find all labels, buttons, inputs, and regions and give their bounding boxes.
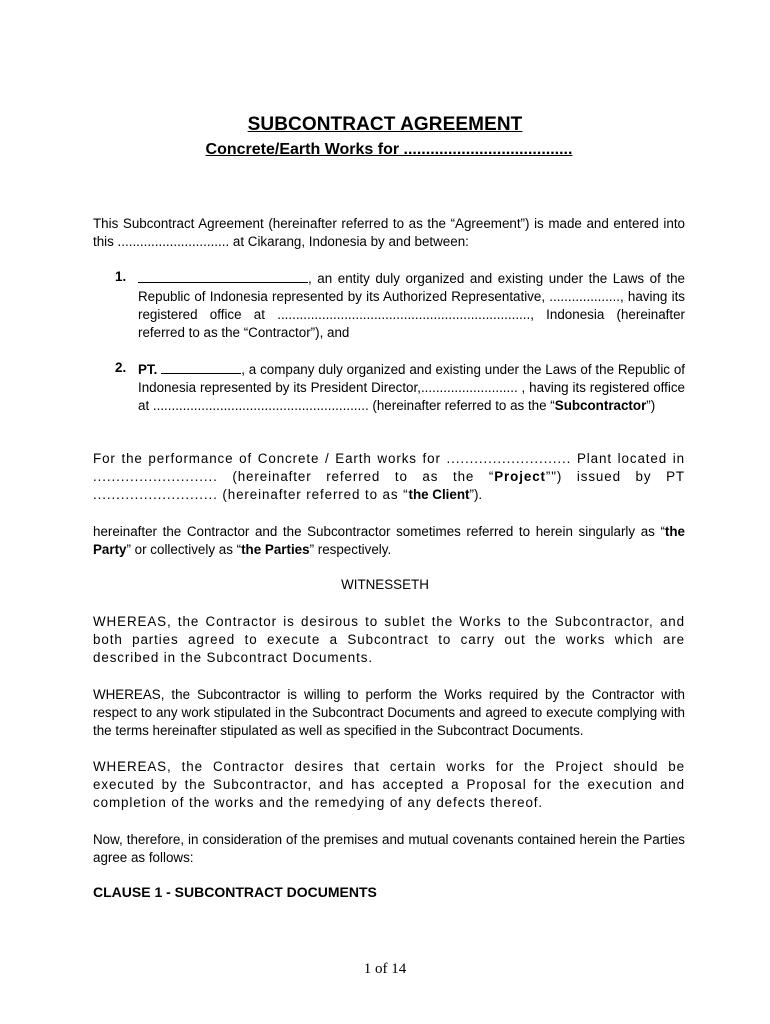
party-2-quote-open: “ bbox=[550, 398, 555, 413]
intro-paragraph: This Subcontract Agreement (hereinafter referred to as the “Agreement”) is made and entered into this .............................. at Cikarang, Indonesia by and between: bbox=[93, 216, 685, 249]
parties-term: the Parties bbox=[241, 542, 310, 557]
party-1-item bbox=[93, 269, 685, 342]
parties-text-3: ” respectively. bbox=[309, 542, 392, 557]
project-term: Project bbox=[494, 469, 546, 484]
party-2-role: Subcontractor bbox=[554, 398, 647, 413]
party-2-quote-close: ”) bbox=[646, 398, 656, 413]
page-number: 1 of 14 bbox=[363, 961, 407, 977]
party-1-number: 1. bbox=[115, 269, 127, 284]
party-1-description: , an entity duly organized and existing under the Laws of the Republic of Indonesia represented by its Authorized Representative, ..................., having its registered office at ...................................................................., Indonesia (hereinafter referred to as the “Contractor”), and bbox=[138, 271, 685, 340]
performance-line-3: ”). bbox=[469, 487, 483, 502]
party-2-number: 2. bbox=[115, 360, 127, 375]
party-1-text bbox=[138, 269, 685, 342]
whereas-paragraph-1: WHEREAS, the Contractor is desirous to sublet the Works to the Subcontractor, and both parties agreed to execute a Subcontract to carry out the works which are described in the Subcontract Documents. bbox=[93, 614, 685, 665]
party-2-item bbox=[93, 360, 685, 415]
whereas-paragraph-3: WHEREAS, the Contractor desires that certain works for the Project should be executed by the Subcontractor, and has accepted a Proposal for the execution and completion of the works and the remedying of any defects thereof. bbox=[93, 759, 685, 810]
party-1-name-blank bbox=[138, 269, 308, 283]
witnesseth-heading: WITNESSETH bbox=[341, 577, 429, 592]
clause-1-heading: CLAUSE 1 - SUBCONTRACT DOCUMENTS bbox=[93, 884, 377, 900]
document-subtitle: Concrete/Earth Works for ...................................... bbox=[205, 141, 573, 158]
whereas-paragraph-2: WHEREAS, the Subcontractor is willing to perform the Works required by the Contractor with respect to any work stipulated in the Subcontract Documents and agreed to execute complying with the terms hereinafter stipulated as well as specified in the Subcontract Documents. bbox=[93, 687, 685, 738]
party-term: the Party bbox=[93, 524, 685, 557]
parties-text-2: ” or collectively as “ bbox=[126, 542, 242, 557]
parties-paragraph bbox=[93, 523, 685, 559]
party-2-description: , a company duly organized and existing under the Laws of the Republic of Indonesia represented by its President Director,.......................... , having its registered office at .......................................................... (hereinafter referred to as the bbox=[138, 362, 685, 413]
performance-line-1: For the performance of Concrete / Earth works for ........................... Plant located in ........................... (hereinafter referred to as the “ bbox=[93, 451, 685, 484]
performance-paragraph bbox=[93, 450, 685, 504]
party-2-prefix: PT. bbox=[138, 362, 158, 377]
document-title: SUBCONTRACT AGREEMENT bbox=[247, 114, 523, 135]
client-term: the Client bbox=[408, 487, 470, 502]
parties-text-1: hereinafter the Contractor and the Subcontractor sometimes referred to herein singularly as “ bbox=[93, 524, 665, 539]
now-therefore-paragraph: Now, therefore, in consideration of the premises and mutual covenants contained herein the Parties agree as follows: bbox=[93, 832, 685, 865]
performance-line-2: ”") issued by PT ........................... (hereinafter referred to as “ bbox=[93, 469, 685, 502]
party-2-name-blank bbox=[161, 360, 241, 374]
party-2-text bbox=[138, 360, 685, 415]
